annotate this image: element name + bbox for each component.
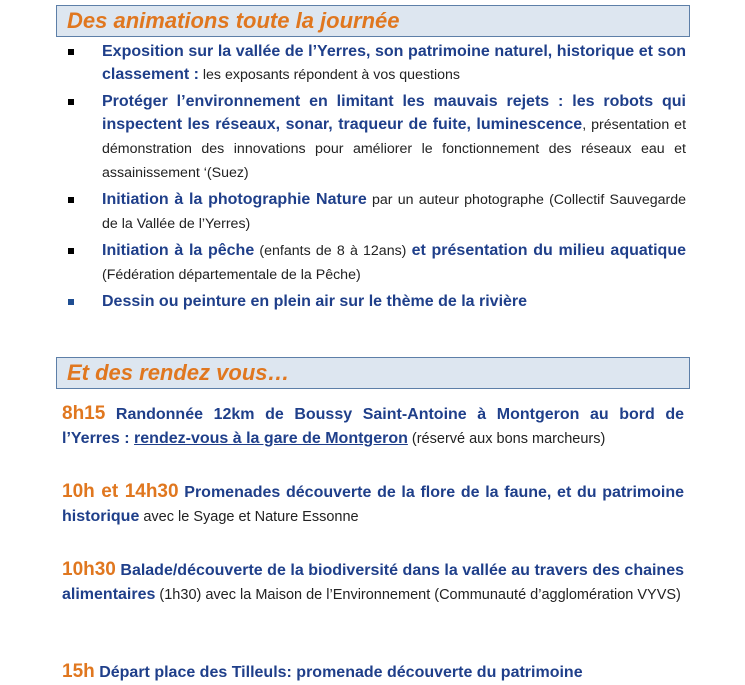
animations-list bbox=[64, 40, 686, 316]
event-item: 15h Départ place des Tilleuls: promenade découverte du patrimoine bbox=[62, 661, 583, 682]
section-title: Des animations toute la journée bbox=[67, 8, 400, 33]
list-item: Initiation à la pêche (enfants de 8 à 12ans) et présentation du milieu aquatique (Fédération départementale de la Pêche) bbox=[64, 239, 686, 287]
event-time: 10h30 bbox=[62, 559, 116, 580]
bullet-icon bbox=[68, 197, 74, 203]
section-header-animations bbox=[56, 5, 690, 37]
list-item: Initiation à la photographie Nature par un auteur photographe (Collectif Sauvegarde de la Vallée de l’Yerres) bbox=[64, 188, 686, 236]
bullet-icon bbox=[68, 99, 74, 105]
bullet-icon bbox=[68, 248, 74, 254]
event-time: 10h et 14h30 bbox=[62, 481, 179, 502]
section-title: Et des rendez vous… bbox=[67, 360, 290, 385]
list-item: Dessin ou peinture en plein air sur le thème de la rivière bbox=[64, 290, 686, 313]
event-item: 8h15 Randonnée 12km de Boussy Saint-Antoine à Montgeron au bord de l’Yerres : rendez-vous à la gare de Montgeron (réservé aux bons marcheurs) bbox=[62, 403, 684, 447]
event-time: 8h15 bbox=[62, 403, 106, 424]
bullet-icon bbox=[68, 299, 74, 305]
list-item: Exposition sur la vallée de l’Yerres, son patrimoine naturel, historique et son classement : les exposants répondent à vos questions bbox=[64, 40, 686, 87]
section-header-rendez-vous bbox=[56, 357, 690, 389]
event-time: 15h bbox=[62, 661, 95, 682]
event-item: 10h30 Balade/découverte de la biodiversité dans la vallée au travers des chaines alimentaires (1h30) avec la Maison de l’Environnement (Communauté d’agglomération VYVS) bbox=[62, 559, 684, 603]
bullet-icon bbox=[68, 49, 74, 55]
event-item: 10h et 14h30 Promenades découverte de la flore de la faune, et du patrimoine historique avec le Syage et Nature Essonne bbox=[62, 481, 685, 525]
list-item: Protéger l’environnement en limitant les mauvais rejets : les robots qui inspectent les réseaux, sonar, traqueur de fuite, luminescence, présentation et démonstration des innovations pour améliorer le fonctionnement des réseaux eau et assainissement ‘(Suez) bbox=[64, 90, 686, 185]
